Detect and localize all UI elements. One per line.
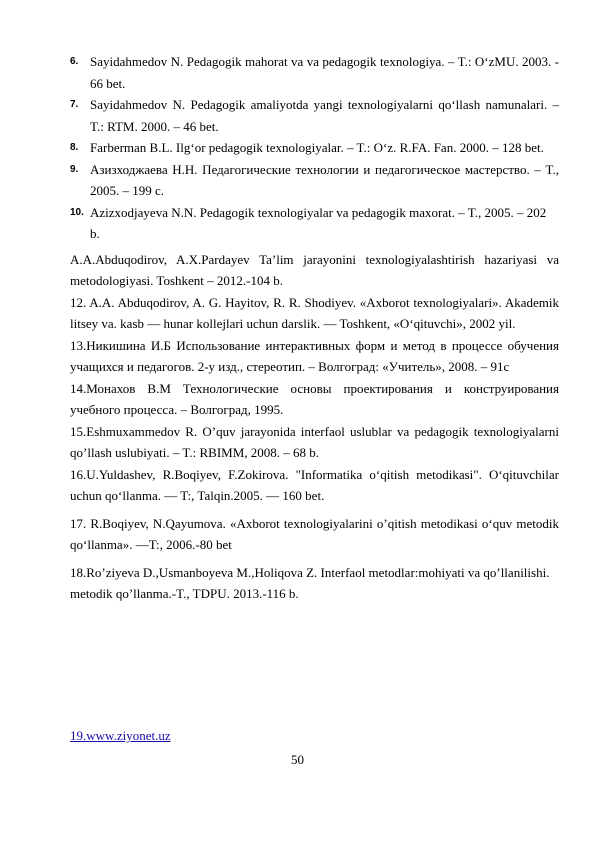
reference-item-12	[70, 292, 559, 335]
reference-item-11	[70, 249, 559, 292]
reference-item-13	[70, 335, 559, 378]
reference-item-8	[70, 137, 559, 159]
reference-text: Азизходжаева Н.Н. Педагогические технологии и педагогическое мастерство. – T., 2005. – 199 с.	[90, 161, 559, 198]
reference-text: Azizxodjayeva N.N. Pedagogik texnologiyalar va pedagogik maxorat. – T., 2005. – 202 b.	[90, 204, 547, 241]
reference-text: 15.Eshmuxammedov R. O’quv jarayonida interfaol uslublar va pedagogik texnologiyalarni qo’llash uslubiyati. – T.: RBIMM, 2008. – 68 b.	[70, 423, 559, 460]
page-number: 50	[291, 752, 304, 767]
reference-item-10	[70, 202, 559, 245]
reference-item-9	[70, 159, 559, 202]
reference-number: 7.	[70, 99, 79, 110]
reference-text: 13.Никишина И.Б Использование интерактивных форм и метод в процессе обучения учащихся и педагогов. 2-у изд., стереотип. – Волгоград: «Учитель», 2008. – 91с	[70, 337, 559, 374]
reference-item-17	[70, 513, 559, 556]
reference-item-18	[70, 562, 559, 605]
reference-text: 18.Ro’ziyeva D.,Usmanboyeva M.,Holiqova Z. Interfaol metodlar:mohiyati va qo’llanilishi. metodik qo’llanma.-T., TDPU. 2013.-116 b.	[70, 564, 550, 601]
reference-number: 10.	[70, 206, 84, 218]
reference-text: Sayidahmedov N. Pedagogik mahorat va va pedagogik texnologiya. – T.: O‘zMU. 2003. - 66 bet.	[90, 54, 559, 91]
reference-text: Sayidahmedov N. Pedagogik amaliyotda yangi texnologiyalarni qo‘llash namunalari. – T.: RTM. 2000. – 46 bet.	[90, 97, 559, 134]
reference-item-14	[70, 378, 559, 421]
reference-text: A.A.Abduqodirov, A.X.Pardayev Ta’lim jarayonini texnologiyalashtirish hazariyasi va metodologiyasi. Toshkent – 2012.-104 b.	[70, 251, 559, 288]
reference-number: 6.	[70, 56, 79, 67]
reference-text: 16.U.Yuldashev, R.Boqiyev, F.Zokirova. "Informatika o‘qitish metodikasi". O‘qituvchilar uchun qo‘llanma. — T:, Talqin.2005. — 160 bet.	[70, 466, 559, 503]
reference-text: 14.Монахов В.М Технологические основы проектирования и конструирования учебного процесса. – Волгоград, 1995.	[70, 380, 559, 417]
reference-item-6	[70, 51, 559, 94]
reference-item-15	[70, 421, 559, 464]
reference-text: 17. R.Boqiyev, N.Qayumova. «Axborot texnologiyalarini o’qitish metodikasi o‘quv metodik qo‘llanma». —T:, 2006.-80 bet	[70, 515, 559, 552]
reference-list	[70, 51, 559, 605]
reference-number: 8.	[70, 142, 79, 153]
reference-text: Farberman B.L. Ilg‘or pedagogik texnologiyalar. – T.: O‘z. R.FA. Fan. 2000. – 128 bet.	[90, 140, 544, 155]
reference-number: 9.	[70, 163, 79, 175]
reference-item-16	[70, 464, 559, 507]
reference-text: 12. A.A. Abduqodirov, A. G. Hayitov, R. R. Shodiyev. «Axborot texnologiyalari». Akademik litsey va. kasb — hunar kollejlari uchun darslik. — Toshkent, «O‘qituvchi», 2002 yil.	[70, 294, 559, 331]
ziyonet-link[interactable]: 19.www.ziyonet.uz	[70, 728, 171, 743]
reference-item-7	[70, 94, 559, 137]
